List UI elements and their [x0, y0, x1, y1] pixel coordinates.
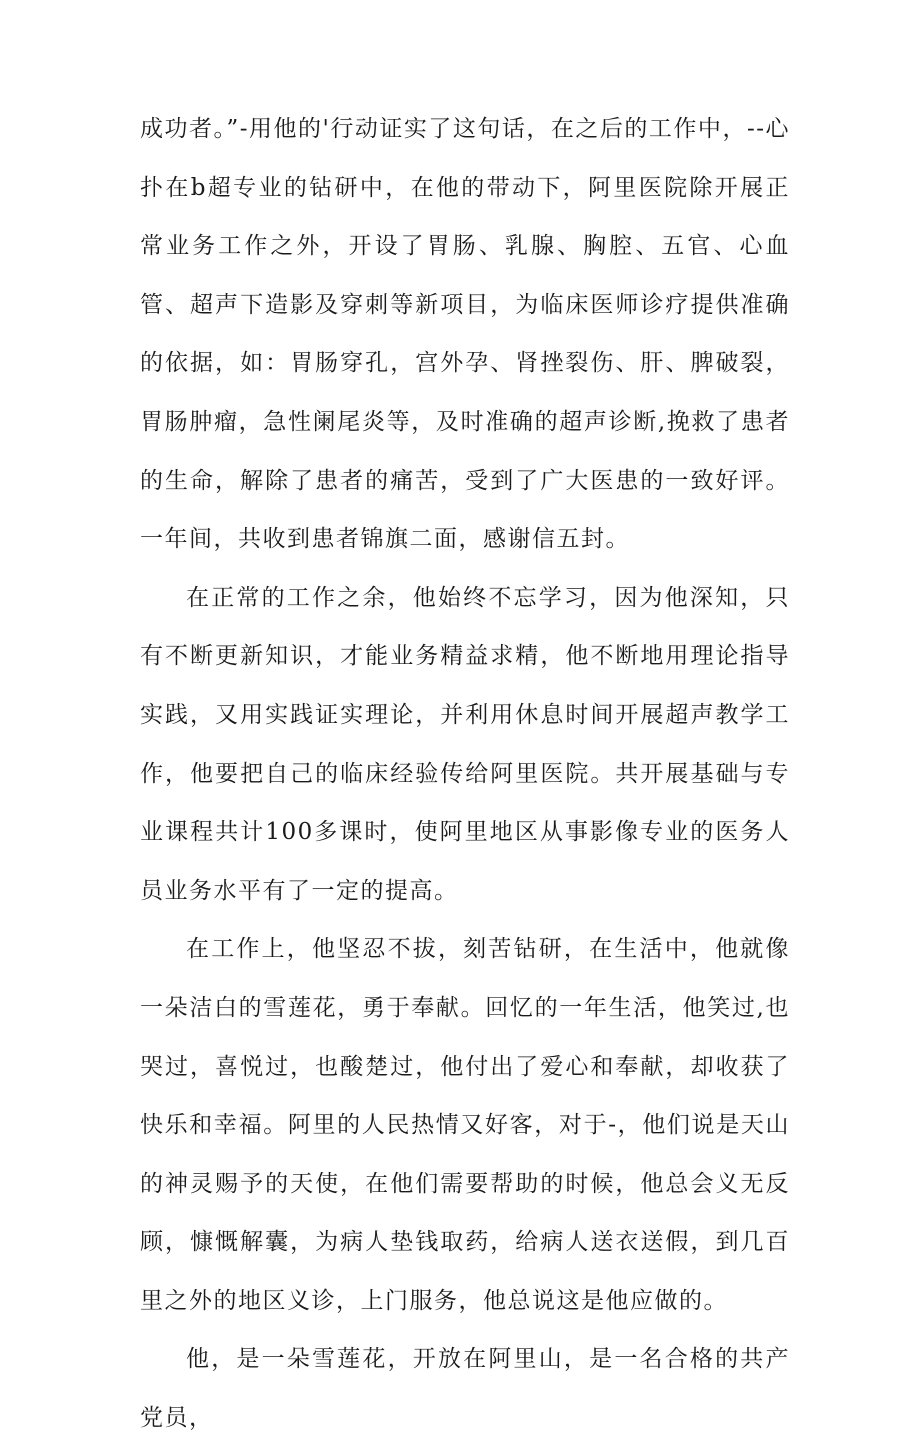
paragraph-1: 成功者。”-用他的'行动证实了这句话，在之后的工作中，--心扑在b超专业的钻研中，在他的带动下，阿里医院除开展正常业务工作之外，开设了胃肠、乳腺、胸腔、五官、心血管、超声下造影及穿刺等新项目，为临床医师诊疗提供准确的依据，如：胃肠穿孔，宫外孕、肾挫裂伤、肝、脾破裂，胃肠肿瘤，急性阑尾炎等，及时准确的超声诊断,挽救了患者的生命，解除了患者的痛苦，受到了广大医患的一致好评。一年间，共收到患者锦旗二面，感谢信五封。: [140, 116, 790, 553]
paragraph-2: 在正常的工作之余，他始终不忘学习，因为他深知，只有不断更新知识，才能业务精益求精，他不断地用理论指导实践，又用实践证实理论，并利用休息时间开展超声教学工作，他要把自己的临床经验传给阿里医院。共开展基础与专业课程共计100多课时，使阿里地区从事影像专业的医务人员业务水平有了一定的提高。: [140, 584, 790, 904]
paragraph-3: 在工作上，他坚忍不拔，刻苦钻研，在生活中，他就像一朵洁白的雪莲花，勇于奉献。回忆的一年生活，他笑过,也哭过，喜悦过，也酸楚过，他付出了爱心和奉献，却收获了快乐和幸福。阿里的人民热情又好客，对于-，他们说是天山的神灵赐予的天使，在他们需要帮助的时候，他总会义无反顾，慷慨解囊，为病人垫钱取药，给病人送衣送假，到几百里之外的地区义诊，上门服务，他总说这是他应做的。: [140, 936, 790, 1314]
paragraph-4: 他，是一朵雪莲花，开放在阿里山，是一名合格的共产党员，: [140, 1346, 790, 1432]
document-body: [140, 100, 790, 1448]
